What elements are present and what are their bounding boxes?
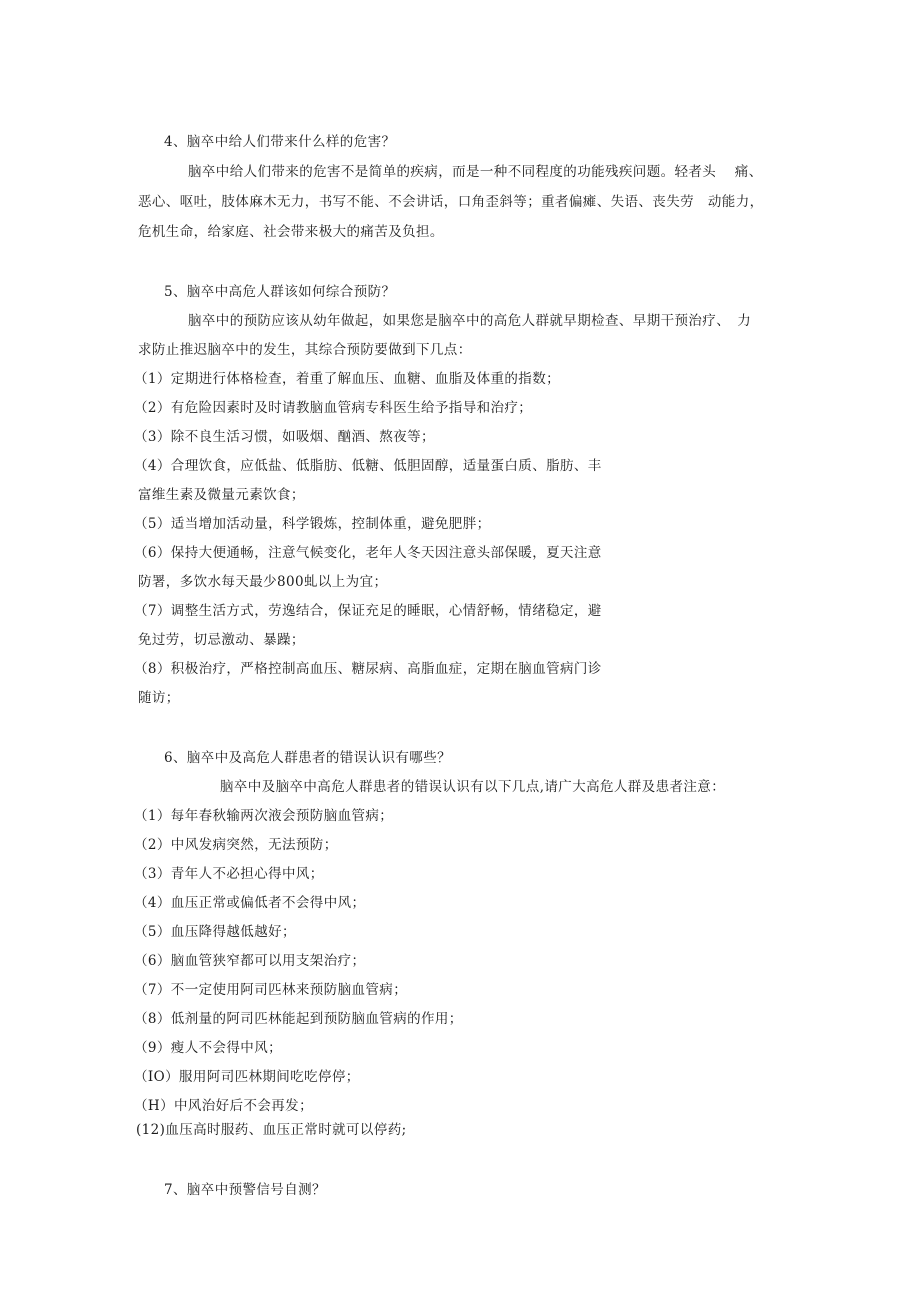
- section-5-heading: 5、脑卒中高危人群该如何综合预防？: [164, 284, 396, 300]
- section-5-list-item-continuation: 防署，多饮水每天最少800虬以上为宜；: [138, 574, 388, 590]
- section-4-heading: 4、脑卒中给人们带来什么样的危害？: [164, 134, 396, 150]
- section-4-paragraph-line: 恶心、呕吐，肢体麻木无力，书写不能、不会讲话，口角歪斜等；重者偏瘫、失语、丧失劳 动能力，: [138, 194, 764, 210]
- section-6-list-item: （7）不一定使用阿司匹林来预防脑血管病；: [134, 982, 408, 998]
- section-6-list-item: （3）青年人不必担心得中风；: [134, 866, 324, 882]
- section-6-list-item: （H）中风治好后不会再发；: [134, 1098, 313, 1114]
- section-7-heading: 7、脑卒中预警信号自测？: [164, 1182, 326, 1198]
- section-5-list-item-continuation: 免过劳，切忌激动、暴躁；: [138, 632, 305, 648]
- section-4-paragraph-line: 脑卒中给人们带来的危害不是简单的疾病，而是一种不同程度的功能残疾问题。轻者头 痛、: [188, 164, 763, 180]
- section-5-list-item-continuation: 富维生素及微量元素饮食；: [138, 487, 305, 503]
- section-5-paragraph-line: 求防止推迟脑卒中的发生，其综合预防要做到下几点：: [138, 342, 472, 358]
- section-5-list-item: （1）定期进行体格检查，着重了解血压、血糖、血脂及体重的指数；: [134, 371, 560, 387]
- section-6-list-item: （2）中风发病突然，无法预防；: [134, 837, 338, 853]
- section-6-list-item: (12)血压高时服药、血压正常时就可以停药;: [136, 1122, 407, 1138]
- section-6-list-item: （8）低剂量的阿司匹林能起到预防脑血管病的作用；: [134, 1011, 463, 1027]
- section-5-list-item: （2）有危险因素时及时请教脑血管病专科医生给予指导和治疗；: [134, 400, 533, 416]
- section-5-list-item: （7）调整生活方式，劳逸结合，保证充足的睡眠，心情舒畅，情绪稳定，避: [134, 603, 602, 619]
- section-6-list-item: （IO）服用阿司匹林期间吃吃停停；: [134, 1069, 360, 1085]
- section-5-paragraph-line: 脑卒中的预防应该从幼年做起，如果您是脑卒中的高危人群就早期检查、早期干预治疗、 力: [188, 313, 752, 329]
- section-6-list-item: （6）脑血管狭窄都可以用支架治疗；: [134, 953, 366, 969]
- section-6-paragraph-line: 脑卒中及脑卒中高危人群患者的错误认识有以下几点,请广大高危人群及患者注意：: [220, 779, 726, 795]
- section-5-list-item: （8）积极治疗，严格控制高血压、糖尿病、高脂血症，定期在脑血管病门诊: [134, 661, 602, 677]
- section-6-list-item: （9）瘦人不会得中风；: [134, 1040, 282, 1056]
- section-5-list-item: （5）适当增加活动量，科学锻炼，控制体重，避免肥胖；: [134, 516, 491, 532]
- section-4-paragraph-line: 危机生命，给家庭、社会带来极大的痛苦及负担。: [138, 224, 444, 240]
- section-6-list-item: （5）血压降得越低越好；: [134, 924, 296, 940]
- section-5-list-item: （4）合理饮食，应低盐、低脂肪、低糖、低胆固醇，适量蛋白质、脂肪、丰: [134, 458, 602, 474]
- section-5-list-item: （3）除不良生活习惯，如吸烟、酗酒、熬夜等；: [134, 429, 435, 445]
- section-5-list-item-continuation: 随访；: [138, 690, 180, 706]
- section-6-list-item: （4）血压正常或偏低者不会得中风；: [134, 895, 366, 911]
- section-6-list-item: （1）每年春秋输两次液会预防脑血管病；: [134, 808, 394, 824]
- section-6-heading: 6、脑卒中及高危人群患者的错误认识有哪些？: [164, 750, 451, 766]
- section-5-list-item: （6）保持大便通畅，注意气候变化，老年人冬天因注意头部保暖，夏天注意: [134, 545, 602, 561]
